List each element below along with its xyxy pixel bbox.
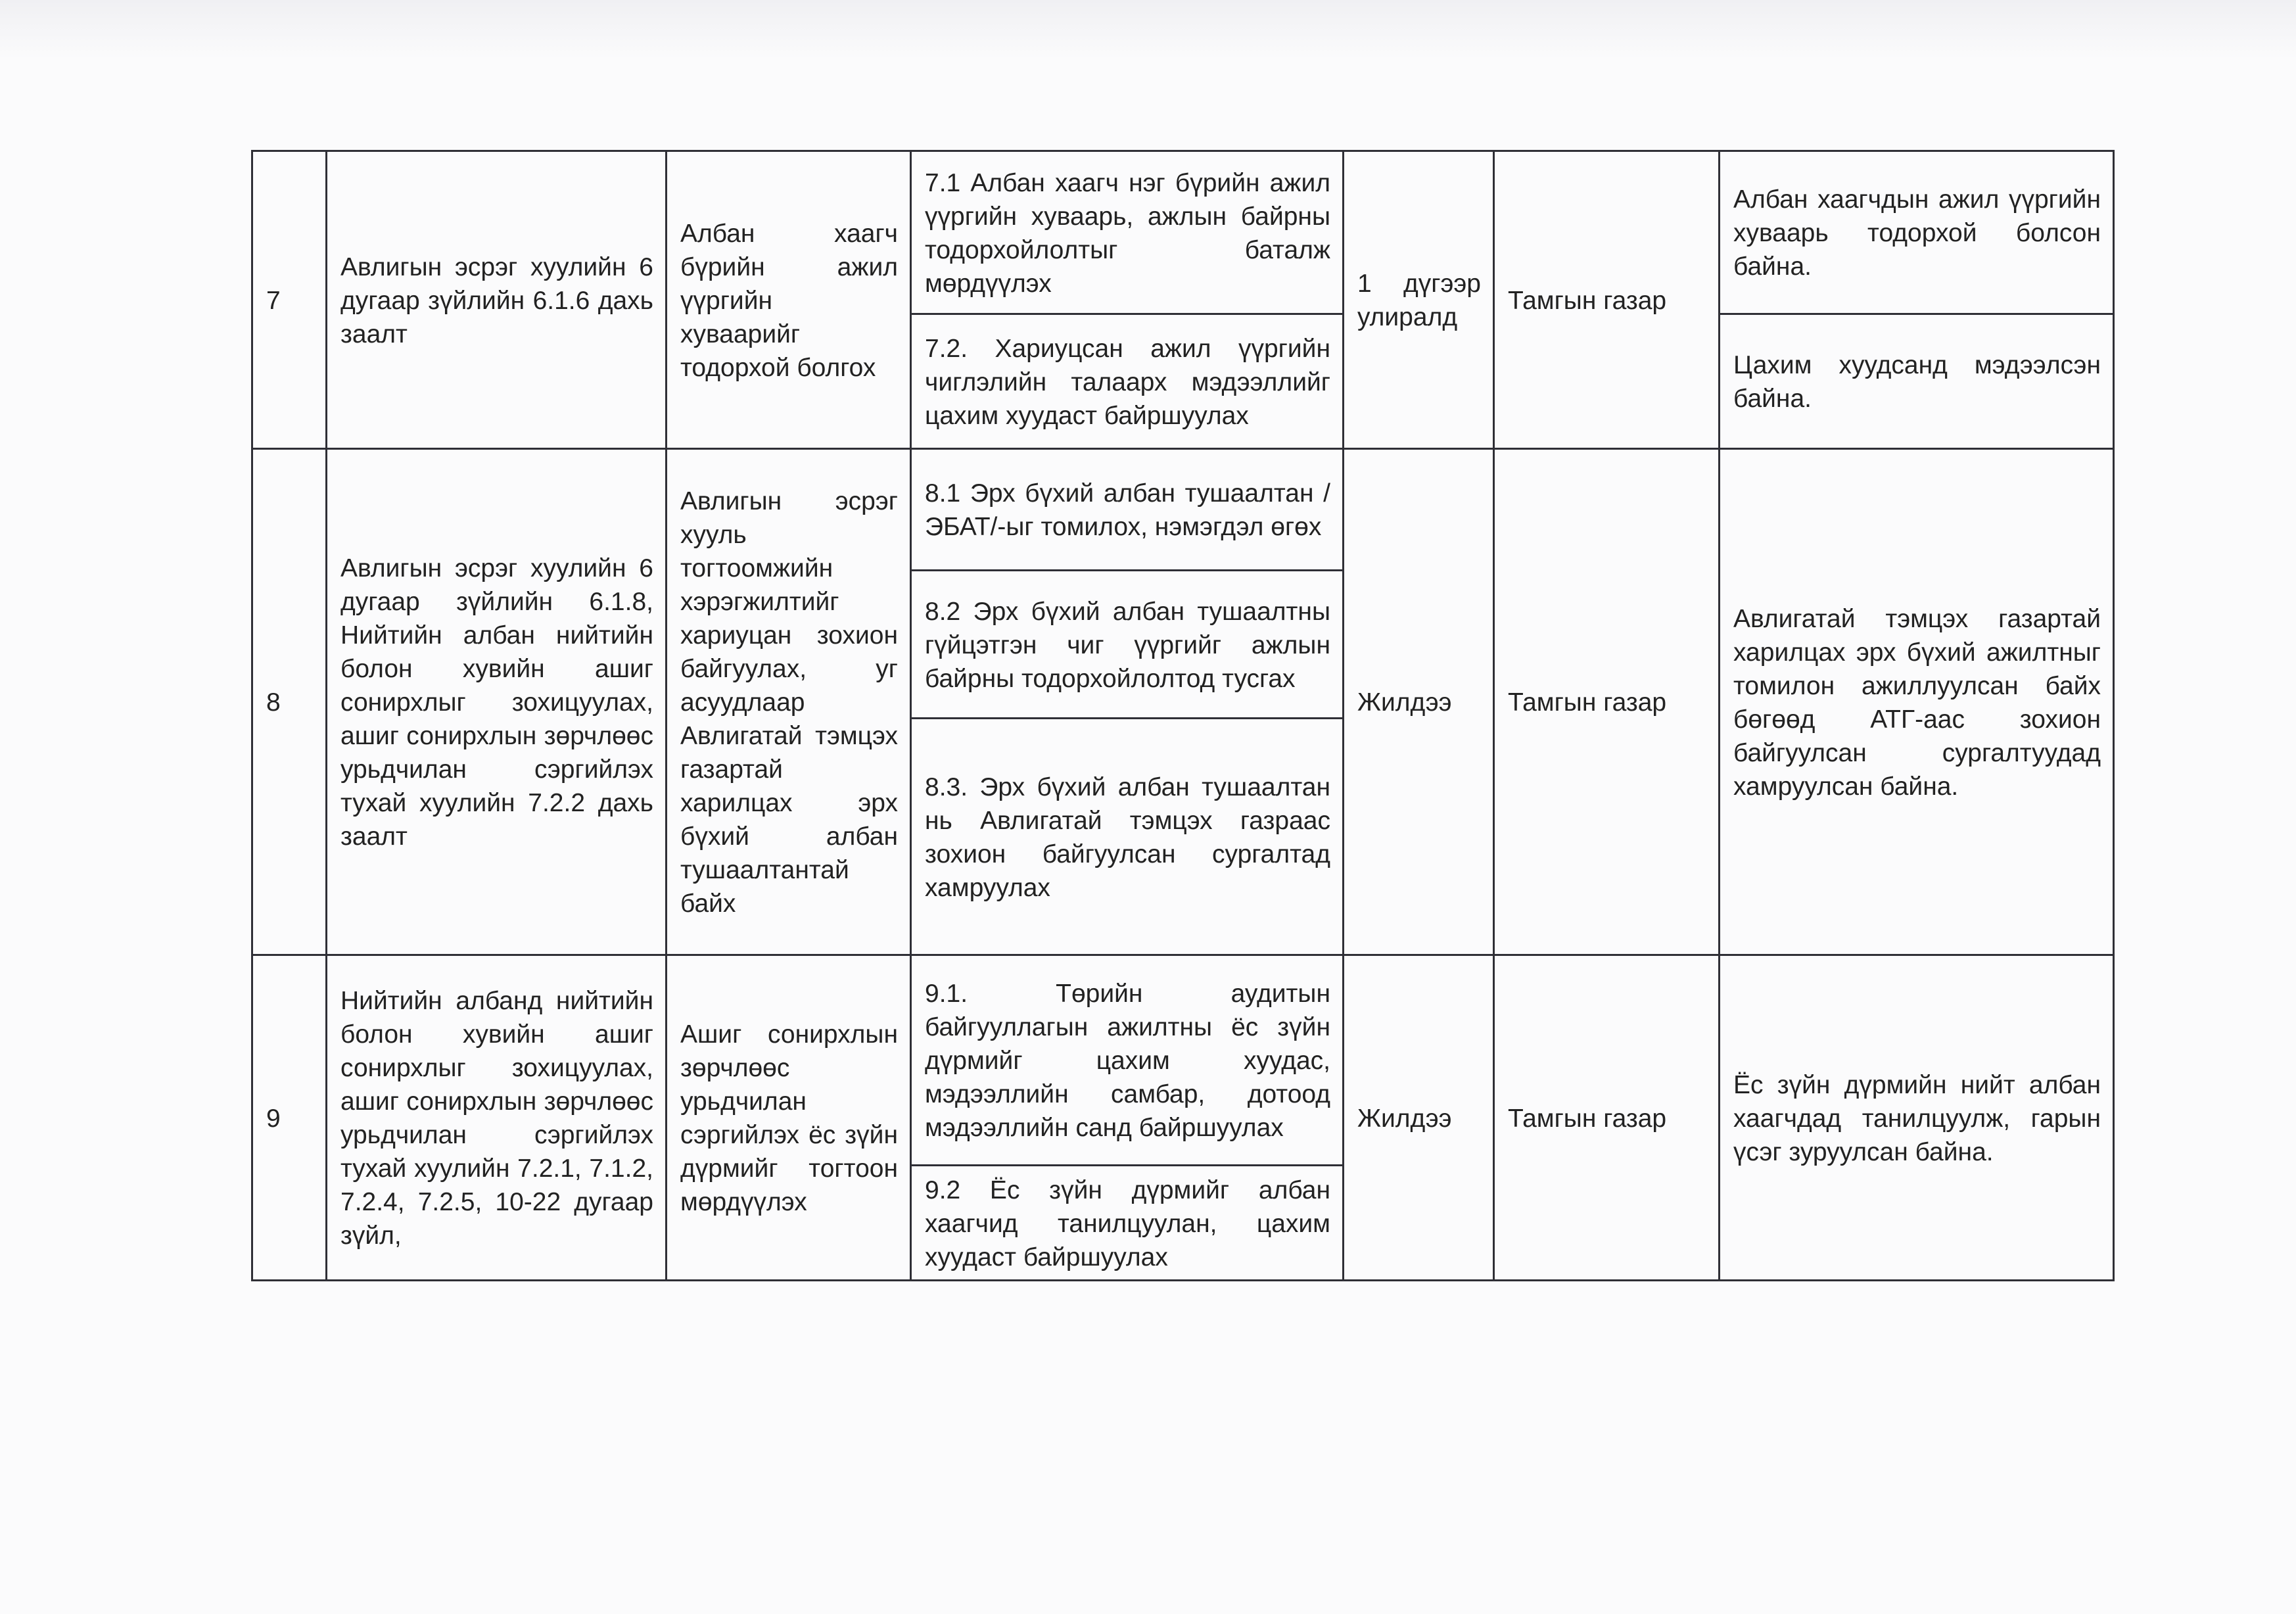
action-cell: 9.1. Төрийн аудитын байгууллагын ажилтны ёс зүйн дүрмийг цахим хуудас, мэдээллийн самбар, дотоод мэдээллийн санд байршуулах [911,955,1344,1166]
result-cell: Авлигатай тэмцэх газартай харилцах эрх бүхий ажилтныг томилон ажиллуулсан байх бөгөөд АТГ-аас зохион байгуулсан сургалтуудад хамруулсан байна. [1720,449,2114,955]
responsible-cell: Тамгын газар [1494,955,1720,1281]
action-cell: 7.2. Хариуцсан ажил үүргийн чиглэлийн талаарх мэдээллийг цахим хуудаст байршуулах [911,314,1344,449]
action-cell: 8.3. Эрх бүхий албан тушаалтан нь Авлигатай тэмцэх газраас зохион байгуулсан сургалтад хамруулах [911,719,1344,955]
goal-cell: Албан хаагч бүрийн ажил үүргийн хуваарийг тодорхой болгох [667,151,911,449]
responsible-cell: Тамгын газар [1494,151,1720,449]
goal-cell: Ашиг сонирхлын зөрчлөөс урьдчилан сэргийлэх ёс зүйн дүрмийг тогтоон мөрдүүлэх [667,955,911,1281]
result-cell: Албан хаагчдын ажил үүргийн хуваарь тодорхой болсон байна. [1720,151,2114,314]
result-cell: Цахим хуудсанд мэдээлсэн байна. [1720,314,2114,449]
action-cell: 8.1 Эрх бүхий албан тушаалтан /ЭБАТ/-ыг томилох, нэмэгдэл өгөх [911,449,1344,571]
action-cell: 9.2 Ёс зүйн дүрмийг албан хаагчид танилцуулан, цахим хуудаст байршуулах [911,1166,1344,1281]
row-number: 7 [252,151,327,449]
action-cell: 7.1 Албан хаагч нэг бүрийн ажил үүргийн хуваарь, ажлын байрны тодорхойлолтыг баталж мөрдүүлэх [911,151,1344,314]
table-row [252,955,2114,1166]
law-reference-cell: Авлигын эсрэг хуулийн 6 дугаар зүйлийн 6.1.8, Нийтийн албан нийтийн болон хувийн ашиг сонирхлыг зохицуулах, ашиг сонирхлын зөрчлөөс урьдчилан сэргийлэх тухай хуулийн 7.2.2 дахь заалт [327,449,667,955]
responsible-cell: Тамгын газар [1494,449,1720,955]
row-number: 9 [252,955,327,1281]
table-row [252,449,2114,571]
law-reference-cell: Авлигын эсрэг хуулийн 6 дугаар зүйлийн 6.1.6 дахь заалт [327,151,667,449]
deadline-cell: Жилдээ [1344,449,1494,955]
action-cell: 8.2 Эрх бүхий албан тушаалтны гүйцэтгэн чиг үүргийг ажлын байрны тодорхойлолтод тусгах [911,571,1344,719]
deadline-cell: 1 дүгээр улиралд [1344,151,1494,449]
table-row [252,151,2114,314]
goal-cell: Авлигын эсрэг хууль тогтоомжийн хэрэгжилтийг хариуцан зохион байгуулах, уг асуудлаар Авлигатай тэмцэх газартай харилцах эрх бүхий албан тушаалтантай байх [667,449,911,955]
row-number: 8 [252,449,327,955]
result-cell: Ёс зүйн дүрмийн нийт албан хаагчдад танилцуулж, гарын үсэг зуруулсан байна. [1720,955,2114,1281]
action-plan-table [251,150,2115,1281]
deadline-cell: Жилдээ [1344,955,1494,1281]
law-reference-cell: Нийтийн албанд нийтийн болон хувийн ашиг сонирхлыг зохицуулах, ашиг сонирхлын зөрчлөөс урьдчилан сэргийлэх тухай хуулийн 7.2.1, 7.1.2, 7.2.4, 7.2.5, 10-22 дугаар зүйл, [327,955,667,1281]
